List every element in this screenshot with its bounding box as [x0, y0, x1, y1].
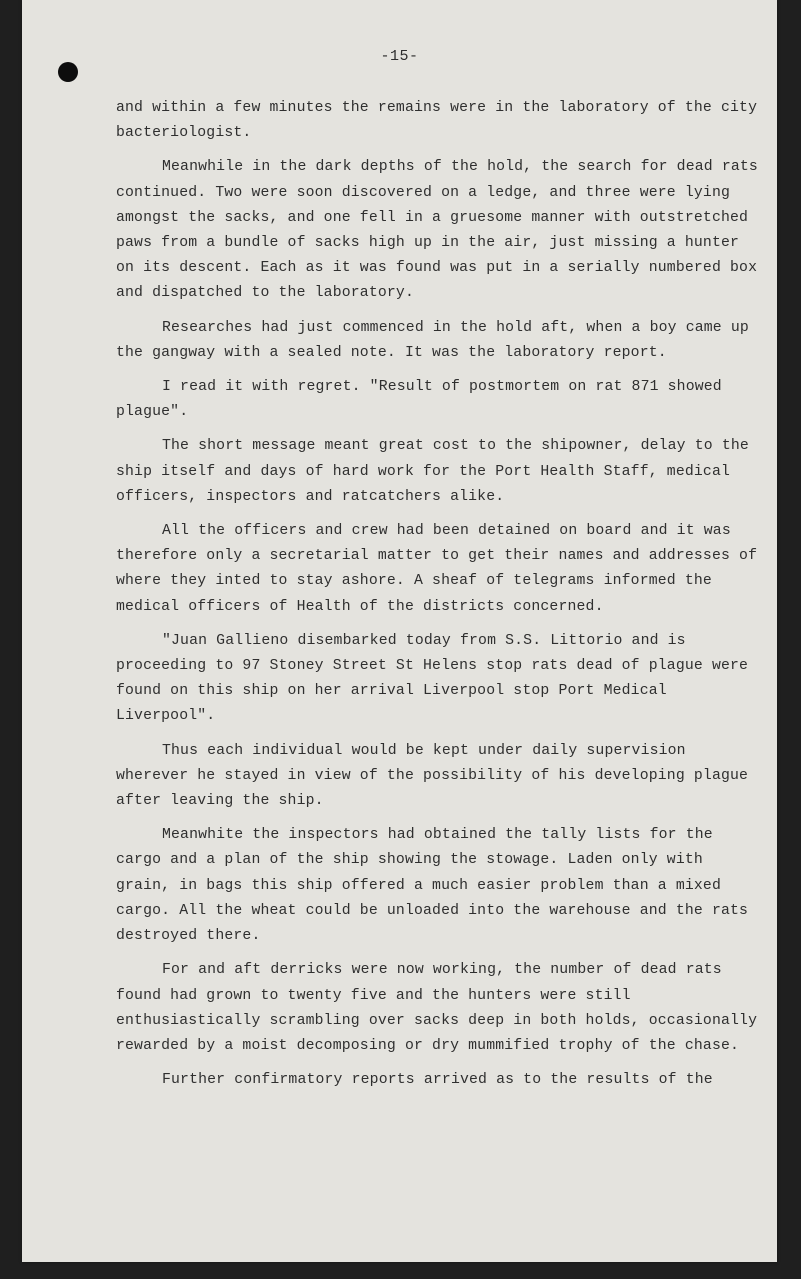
paragraph: Researches had just commenced in the hold aft, when a boy came up the gangway with a sealed note. It was the laboratory report. [116, 319, 749, 361]
body-text [116, 96, 766, 1102]
paragraph: Further confirmatory reports arrived as to the results of the [162, 1072, 713, 1089]
paragraph: "Juan Gallieno disembarked today from S.S. Littorio and is proceeding to 97 Stoney Street St Helens stop rats dead of plague were found on this ship on her arrival Liverpool stop Port Medical Liverpool". [116, 632, 749, 725]
paragraph: For and aft derricks were now working, the number of dead rats found had grown to twenty five and the hunters were still enthusiastically scrambling over sacks deep in both holds, occasionally rewarded by a moist decomposing or dry mummified trophy of the chase. [116, 962, 758, 1054]
paragraph: and within a few minutes the remains were in the laboratory of the city bacteriologist. [116, 100, 758, 142]
paragraph: All the officers and crew had been detained on board and it was therefore only a secretarial matter to get their names and addresses of where they inted to stay ashore. A sheaf of telegrams informed the medical officers of Health of the districts concerned. [116, 523, 758, 615]
paragraph: Thus each individual would be kept under daily supervision wherever he stayed in view of the possibility of his developing plague after leaving the ship. [116, 742, 749, 810]
paragraph: Meanwhite the inspectors had obtained the tally lists for the cargo and a plan of the ship showing the stowage. Laden only with grain, in bags this ship offered a much easier problem than a mixed cargo. All the wheat could be unloaded into the warehouse and the rats destroyed there. [116, 827, 749, 945]
paragraph: Meanwhile in the dark depths of the hold, the search for dead rats continued. Two were soon discovered on a ledge, and three were lying amongst the sacks, and one fell in a gruesome manner with outstretched paws from a bundle of sacks high up in the air, just missing a hunter on its descent. Each as it was found was put in a serially numbered box and dispatched to the laboratory. [116, 159, 758, 302]
paragraph: I read it with regret. "Result of postmortem on rat 871 showed plague". [116, 379, 722, 421]
document-page [22, 0, 777, 1262]
paragraph: The short message meant great cost to the shipowner, delay to the ship itself and days of hard work for the Port Health Staff, medical officers, inspectors and ratcatchers alike. [116, 438, 749, 505]
punch-hole [58, 62, 78, 82]
page-number: -15- [380, 48, 419, 65]
